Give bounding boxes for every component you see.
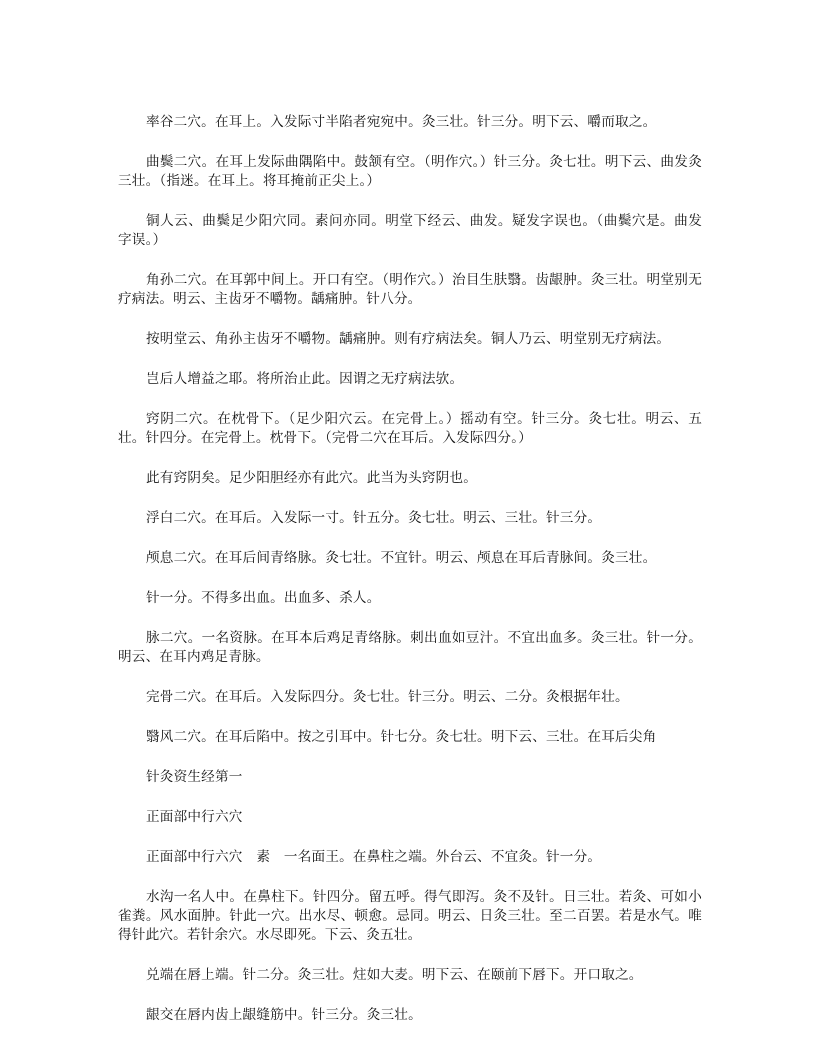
paragraph: 针一分。不得多出血。出血多、杀人。 xyxy=(146,590,381,606)
paragraph: 率谷二穴。在耳上。入发际寸半陷者宛宛中。灸三壮。针三分。明下云、嚼而取之。 xyxy=(146,114,657,130)
section-heading: 正面部中行六穴 xyxy=(146,809,243,825)
paragraph: 兑端在唇上端。针二分。灸三壮。炷如大麦。明下云、在颐前下唇下。开口取之。 xyxy=(146,967,643,983)
paragraph: 曲鬓二穴。在耳上发际曲隅陷中。鼓颔有空。（明作穴。）针三分。灸七壮。明下云、曲发灸三壮。（指迷。在耳上。将耳掩前正尖上。） xyxy=(118,154,702,189)
paragraph: 水沟一名人中。在鼻柱下。针四分。留五呼。得气即泻。灸不及针。日三壮。若灸、可如小雀粪。风水面肿。针此一穴。出水尽、顿愈。忌同。明云、日灸三壮。至二百罢。若是水气。唯得针此穴。若针余穴。水尽即死。下云、灸五壮。 xyxy=(118,889,702,943)
section-heading: 针灸资生经第一 xyxy=(146,769,243,785)
paragraph: 角孙二穴。在耳郭中间上。开口有空。（明作穴。）治目生肤翳。齿龈肿。灸三壮。明堂别无疗病法。明云、主齿牙不嚼物。龋痛肿。针八分。 xyxy=(118,272,702,307)
paragraph: 浮白二穴。在耳后。入发际一寸。针五分。灸七壮。明云、三壮。针三分。 xyxy=(146,510,602,526)
document-page xyxy=(118,113,702,1046)
paragraph: 按明堂云、角孙主齿牙不嚼物。龋痛肿。则有疗病法矣。铜人乃云、明堂别无疗病法。 xyxy=(146,331,671,347)
paragraph: 脉二穴。一名资脉。在耳本后鸡足青络脉。刺出血如豆汁。不宜出血多。灸三壮。针一分。明云、在耳内鸡足青脉。 xyxy=(118,630,702,665)
paragraph: 铜人云、曲鬓足少阳穴同。素问亦同。明堂下经云、曲发。疑发字误也。（曲鬓穴是。曲发字误。） xyxy=(118,213,702,248)
paragraph: 此有窍阴矣。足少阳胆经亦有此穴。此当为头窍阴也。 xyxy=(146,470,478,486)
paragraph: 正面部中行六穴 素 一名面王。在鼻柱之端。外台云、不宜灸。针一分。 xyxy=(146,849,602,865)
paragraph: 窍阴二穴。在枕骨下。（足少阳穴云。在完骨上。）摇动有空。针三分。灸七壮。明云、五壮。针四分。在完骨上。枕骨下。（完骨二穴在耳后。入发际四分。） xyxy=(118,411,702,446)
paragraph: 完骨二穴。在耳后。入发际四分。灸七壮。针三分。明云、二分。灸根据年壮。 xyxy=(146,689,629,705)
paragraph: 颅息二穴。在耳后间青络脉。灸七壮。不宜针。明云、颅息在耳后青脉间。灸三壮。 xyxy=(146,550,657,566)
paragraph: 龈交在唇内齿上龈缝筋中。针三分。灸三壮。 xyxy=(146,1007,422,1023)
paragraph: 岂后人增益之耶。将所治止此。因谓之无疗病法欤。 xyxy=(146,371,464,387)
paragraph: 翳风二穴。在耳后陷中。按之引耳中。针七分。灸七壮。明下云、三壮。在耳后尖角 xyxy=(146,729,657,745)
